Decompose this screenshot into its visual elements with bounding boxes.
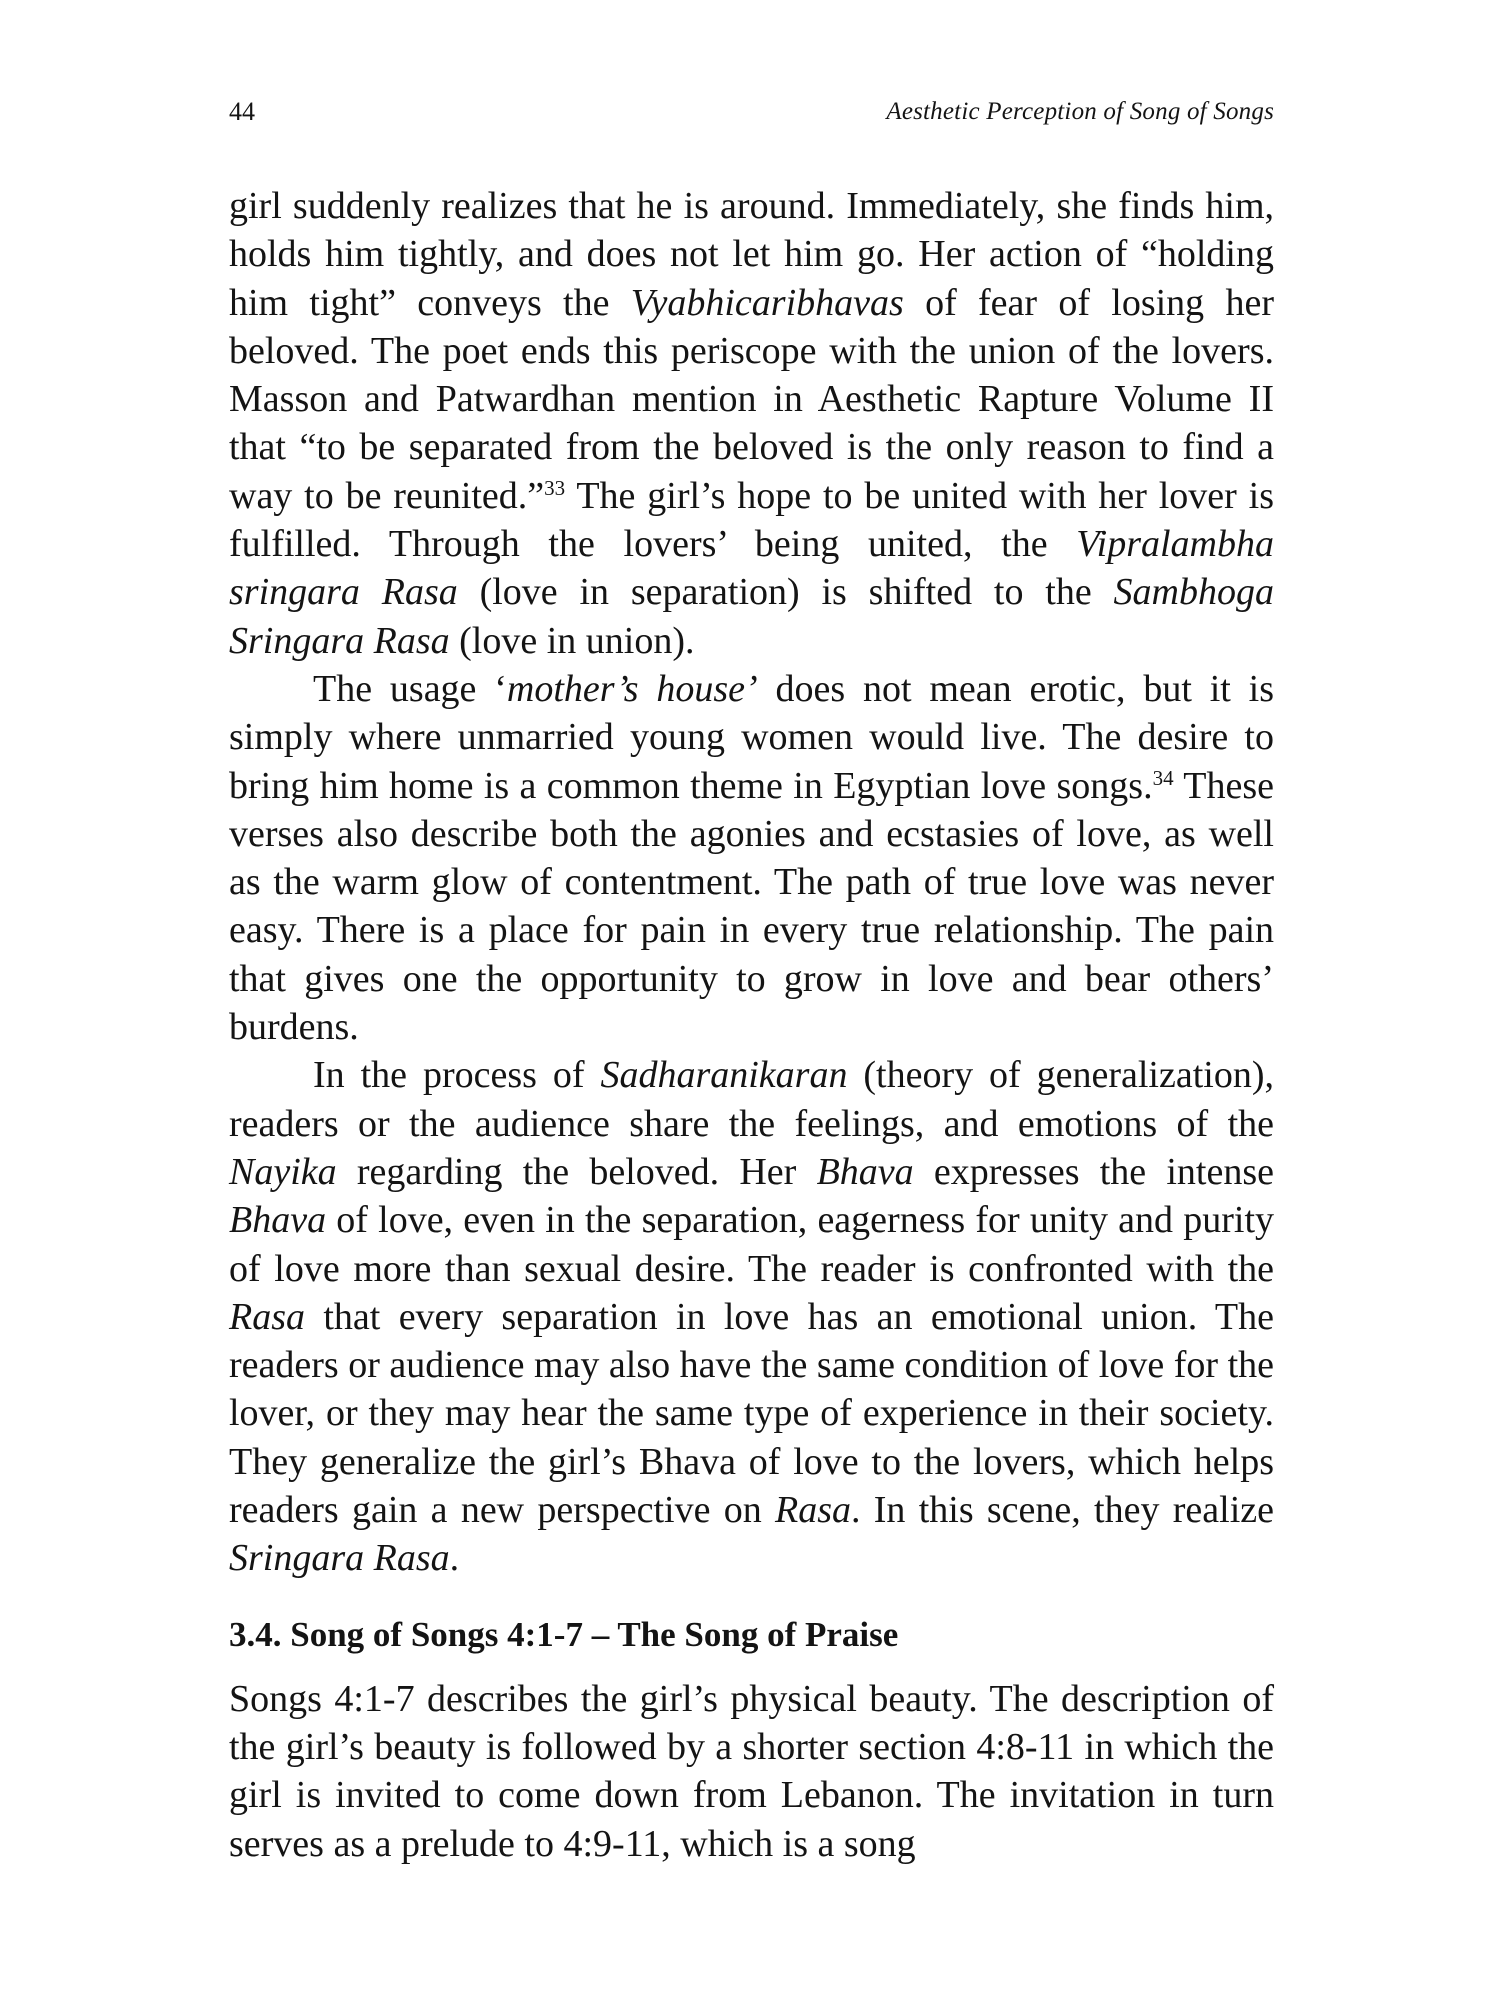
text-run: (love in separation) is shifted to the — [457, 571, 1114, 614]
italic-term: Vipralambha sringara Rasa — [229, 523, 1274, 614]
text-run: does not mean erotic, but it is simply where unmarried young women would live. The desire to bring him home is a common theme in Egyptian love songs. — [229, 667, 1274, 807]
text-run: (theory of generalization), readers or the audience share the feelings, and emotions of the — [229, 1054, 1274, 1145]
book-page — [229, 92, 1274, 1868]
italic-term: Sadharanikaran — [600, 1054, 848, 1097]
text-run: regarding the beloved. Her — [336, 1150, 817, 1193]
paragraph-4: Songs 4:1-7 describes the girl’s physical beauty. The description of the girl’s beauty is followed by a shorter section 4:8-11 in which the girl is invited to come down from Lebanon. The invitation in turn serves as a prelude to 4:9-11, which is a song — [229, 1677, 1274, 1865]
text-run: The girl’s hope to be united with her lover is fulfilled. Through the lovers’ being united, the — [229, 474, 1274, 566]
italic-term: Bhava — [229, 1199, 327, 1242]
body-text — [229, 182, 1274, 1868]
text-run: (love in union). — [449, 619, 695, 662]
italic-term: Nayika — [229, 1150, 337, 1193]
text-run: These verses also describe both the agonies and ecstasies of love, as well as the warm glow of contentment. The path of true love was never easy. There is a place for pain in every true relationship. The pain that gives one the opportunity to grow in love and bear others’ burdens. — [229, 764, 1275, 1049]
page-number: 44 — [229, 97, 255, 126]
text-run: of love, even in the separation, eagerness for unity and purity of love more than sexual desire. The reader is confronted with the — [229, 1199, 1274, 1290]
paragraph-1 — [229, 182, 1274, 665]
text-run: girl suddenly realizes that he is around. Immediately, she finds him, holds him tightly, and does not let him go. Her action of “holding him tight” conveys the — [229, 185, 1274, 324]
italic-term: Rasa — [775, 1489, 851, 1532]
text-run: . — [449, 1537, 460, 1580]
italic-term: Sringara Rasa — [229, 1537, 450, 1580]
running-head — [229, 92, 1274, 132]
section-heading: 3.4. Song of Songs 4:1-7 – The Song of Praise — [229, 1614, 899, 1654]
text-run: In the process of — [313, 1054, 601, 1097]
paragraph-3 — [229, 1051, 1274, 1582]
footnote-ref-34: 34 — [1152, 765, 1174, 790]
text-run: The usage ‘ — [313, 667, 507, 710]
italic-term: Sambhoga Sringara Rasa — [229, 571, 1274, 662]
paragraph-2 — [229, 665, 1274, 1051]
text-run: . In this scene, they realize — [851, 1489, 1274, 1532]
italic-term: Bhava — [816, 1150, 914, 1193]
italic-term: mother’s house’ — [506, 667, 758, 710]
text-run: of fear of losing her beloved. The poet ends this periscope with the union of the lovers. Masson and Patwardhan mention in Aesthetic Rapture Volume II that “to be separated from the beloved is the only reason to find a way to be reunited.” — [229, 281, 1274, 517]
footnote-ref-33: 33 — [544, 475, 566, 500]
running-title: Aesthetic Perception of Song of Songs — [886, 98, 1274, 125]
italic-term: Rasa — [229, 1295, 305, 1338]
italic-term: Vyabhicaribhavas — [630, 281, 904, 324]
text-run: expresses the intense — [913, 1150, 1274, 1193]
text-run: that every separation in love has an emotional union. The readers or audience may also have the same condition of love for the lover, or they may hear the same type of experience in their society. They generalize the girl’s Bhava of love to the lovers, which helps readers gain a new perspective on — [229, 1295, 1274, 1532]
